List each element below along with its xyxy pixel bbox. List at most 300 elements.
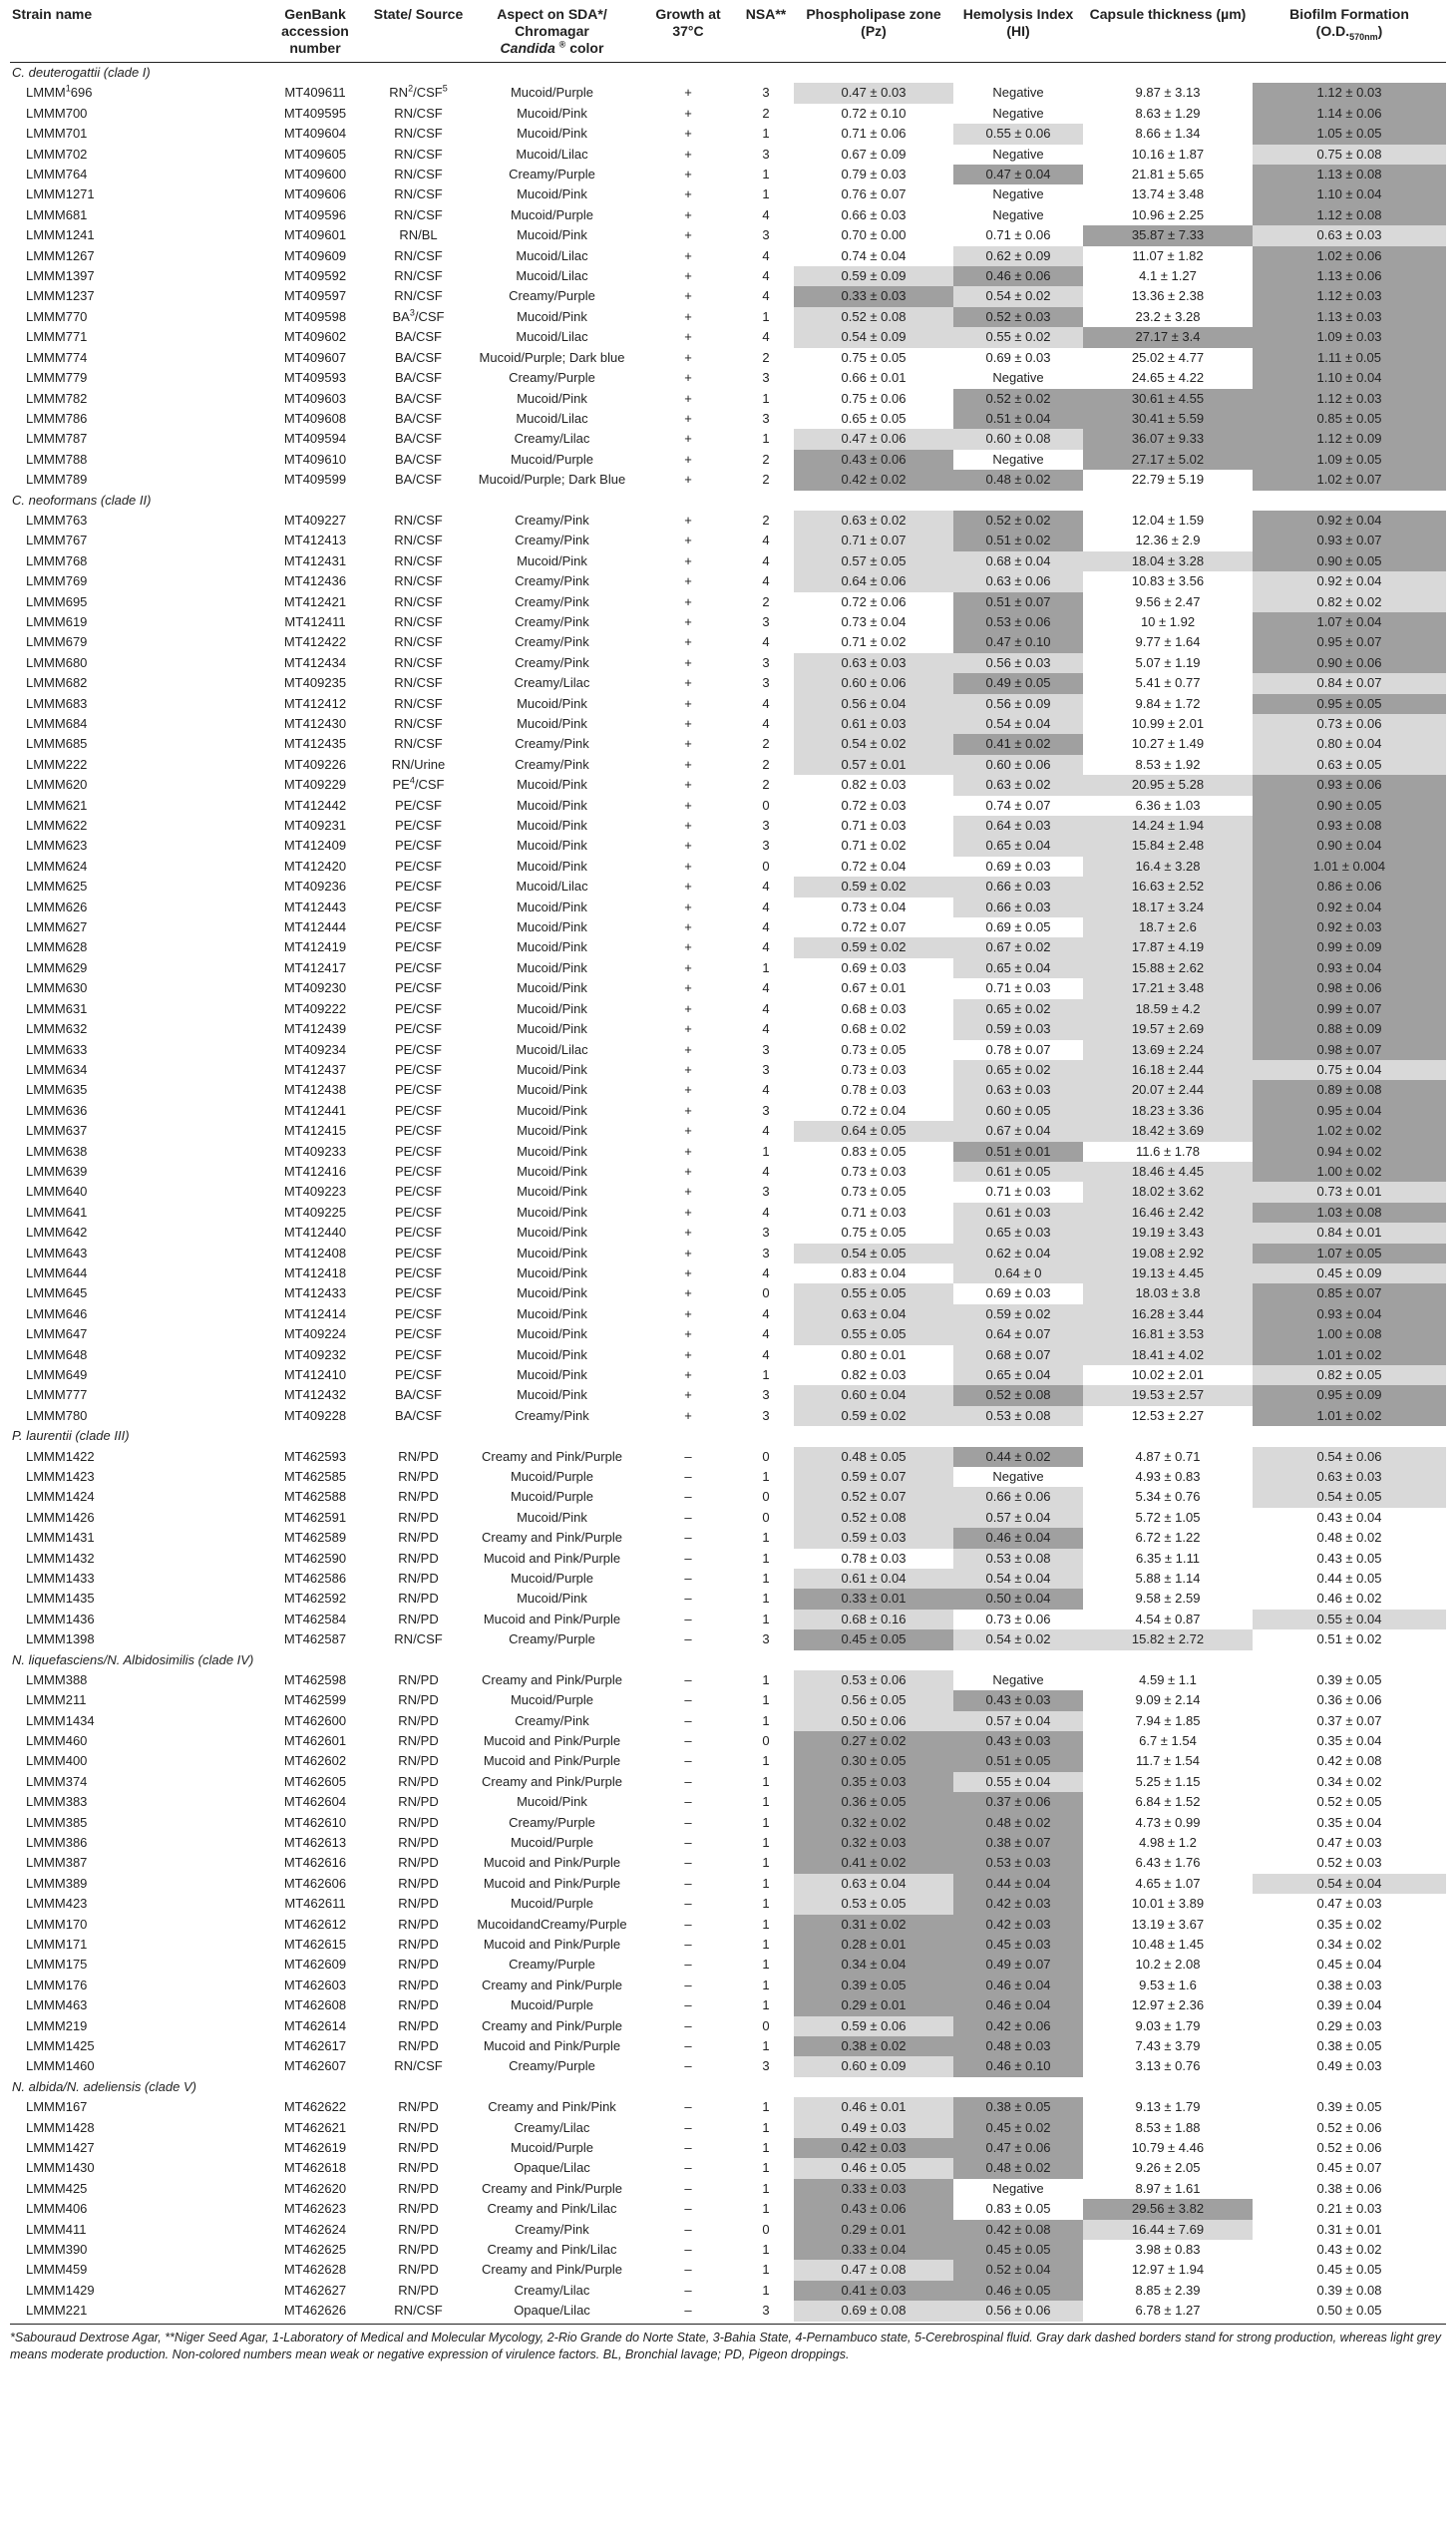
strain-name: LMMM221: [26, 2303, 88, 2319]
hemolysis-cell: [953, 2199, 1083, 2219]
genbank-cell: [259, 937, 371, 957]
hemolysis-cell: [953, 1792, 1083, 1812]
state-source: RN/CSF: [394, 167, 443, 182]
aspect-cell: [466, 389, 638, 409]
aspect-cell: [466, 816, 638, 836]
phospholipase-cell: [794, 2097, 953, 2117]
capsule-value: 10.16 ± 1.87: [1131, 146, 1205, 162]
nsa-value: 4: [762, 329, 770, 345]
state-source-cell: [371, 83, 466, 103]
genbank-accession: MT409593: [283, 370, 347, 386]
aspect-cell: [466, 1162, 638, 1182]
table-row: [10, 898, 1446, 917]
table-row: [10, 83, 1446, 103]
aspect-cell: [466, 1467, 638, 1487]
phospholipase-value: 0.33 ± 0.04: [841, 2242, 907, 2258]
strain-name-cell: [10, 1283, 259, 1303]
growth-cell: [638, 816, 738, 836]
strain-name: LMMM1460: [26, 2058, 95, 2074]
genbank-cell: [259, 857, 371, 877]
capsule-value: 17.21 ± 3.48: [1131, 980, 1205, 996]
growth-cell: [638, 1833, 738, 1853]
hemolysis-cell: [953, 694, 1083, 714]
table-body: [10, 63, 1446, 2322]
hemolysis-value: 0.68 ± 0.04: [985, 552, 1051, 568]
capsule-cell: [1083, 2199, 1253, 2219]
capsule-value: 18.04 ± 3.28: [1131, 552, 1205, 568]
genbank-accession: MT462619: [283, 2140, 347, 2156]
aspect-value: Mucoid/Pink: [517, 105, 587, 121]
genbank-accession: MT409228: [283, 1407, 347, 1423]
aspect-value: Creamy and Pink/Lilac: [487, 2201, 617, 2217]
genbank-cell: [259, 2240, 371, 2260]
strain-name-cell: [10, 673, 259, 693]
hemolysis-cell: [953, 1935, 1083, 1955]
genbank-accession: MT412415: [283, 1123, 347, 1139]
capsule-cell: [1083, 124, 1253, 144]
biofilm-value: 0.46 ± 0.02: [1316, 1591, 1382, 1607]
genbank-cell: [259, 1751, 371, 1771]
state-source: RN/PD: [398, 1591, 439, 1607]
aspect-value: Mucoid/Pink: [517, 858, 587, 874]
strain-name-cell: [10, 898, 259, 917]
strain-name-cell: [10, 225, 259, 245]
state-source: PE/CSF: [395, 1346, 442, 1362]
genbank-accession: MT412420: [283, 858, 347, 874]
capsule-value: 12.04 ± 1.59: [1131, 512, 1205, 528]
biofilm-cell: [1253, 1976, 1446, 1995]
state-source: RN/CSF: [394, 654, 443, 670]
aspect-cell: [466, 1080, 638, 1100]
group-label: N. albida/N. adeliensis (clade V): [12, 2078, 196, 2094]
growth-value: +: [684, 186, 692, 202]
capsule-value: 16.63 ± 2.52: [1131, 879, 1205, 895]
hemolysis-cell: [953, 1833, 1083, 1853]
phospholipase-value: 0.54 ± 0.09: [841, 329, 907, 345]
growth-cell: [638, 225, 738, 245]
phospholipase-value: 0.63 ± 0.03: [841, 654, 907, 670]
biofilm-value: 1.02 ± 0.06: [1316, 247, 1382, 263]
hemolysis-cell: [953, 1040, 1083, 1060]
table-row: [10, 551, 1446, 571]
state-source: PE/CSF: [395, 1082, 442, 1098]
state-source: RN/PD: [398, 1773, 439, 1789]
aspect-cell: [466, 1915, 638, 1935]
table-row: [10, 714, 1446, 734]
nsa-value: 3: [762, 1387, 770, 1403]
nsa-value: 1: [762, 1834, 770, 1850]
aspect-value: Mucoid/Pink: [517, 1264, 587, 1280]
table-row: [10, 1447, 1446, 1467]
biofilm-value: 0.39 ± 0.04: [1316, 1997, 1382, 2013]
growth-cell: [638, 1894, 738, 1914]
aspect-cell: [466, 104, 638, 124]
phospholipase-cell: [794, 775, 953, 795]
state-source: RN/PD: [398, 1448, 439, 1464]
capsule-value: 9.53 ± 1.6: [1139, 1977, 1197, 1992]
hemolysis-cell: [953, 2036, 1083, 2056]
phospholipase-value: 0.71 ± 0.02: [841, 838, 907, 854]
state-source: PE/CSF: [395, 1061, 442, 1077]
phospholipase-cell: [794, 1365, 953, 1385]
aspect-cell: [466, 1447, 638, 1467]
hemolysis-cell: [953, 836, 1083, 856]
genbank-cell: [259, 1447, 371, 1467]
growth-cell: [638, 450, 738, 470]
aspect-cell: [466, 632, 638, 652]
nsa-value: 4: [762, 695, 770, 711]
hemolysis-value: 0.83 ± 0.05: [985, 2201, 1051, 2217]
state-source-cell: [371, 775, 466, 795]
phospholipase-cell: [794, 2158, 953, 2178]
hemolysis-cell: [953, 1487, 1083, 1507]
aspect-cell: [466, 999, 638, 1019]
strain-name: LMMM768: [26, 552, 88, 568]
aspect-cell: [466, 898, 638, 917]
nsa-cell: [738, 1121, 794, 1141]
genbank-cell: [259, 2097, 371, 2117]
aspect-cell: [466, 1040, 638, 1060]
hemolysis-value: 0.42 ± 0.06: [985, 2017, 1051, 2033]
hemolysis-value: 0.51 ± 0.04: [985, 410, 1051, 426]
strain-name-cell: [10, 2179, 259, 2199]
nsa-value: 3: [762, 1041, 770, 1057]
genbank-cell: [259, 1487, 371, 1507]
capsule-cell: [1083, 1853, 1253, 1873]
state-source-cell: [371, 1080, 466, 1100]
genbank-accession: MT412441: [283, 1102, 347, 1118]
growth-cell: [638, 531, 738, 550]
genbank-accession: MT409226: [283, 756, 347, 772]
genbank-cell: [259, 1915, 371, 1935]
hemolysis-value: 0.69 ± 0.03: [985, 1285, 1051, 1301]
strain-name-cell: [10, 2301, 259, 2321]
capsule-cell: [1083, 1690, 1253, 1710]
phospholipase-cell: [794, 1772, 953, 1792]
biofilm-value: 1.01 ± 0.02: [1316, 1407, 1382, 1423]
capsule-value: 3.98 ± 0.83: [1135, 2242, 1201, 2258]
nsa-cell: [738, 734, 794, 754]
capsule-value: 6.35 ± 1.11: [1136, 1550, 1200, 1566]
growth-cell: [638, 694, 738, 714]
aspect-value: Creamy/Pink: [515, 533, 589, 548]
growth-cell: [638, 734, 738, 754]
capsule-value: 15.88 ± 2.62: [1131, 959, 1205, 975]
capsule-cell: [1083, 2138, 1253, 2158]
state-source: PE/CSF: [395, 1204, 442, 1220]
aspect-cell: [466, 2199, 638, 2219]
strain-name: LMMM627: [26, 919, 88, 935]
biofilm-cell: [1253, 2301, 1446, 2321]
growth-value: –: [684, 1936, 692, 1952]
capsule-value: 23.2 ± 3.28: [1135, 308, 1201, 324]
aspect-cell: [466, 2138, 638, 2158]
table-row: [10, 409, 1446, 429]
table-row: [10, 1772, 1446, 1792]
capsule-cell: [1083, 1162, 1253, 1182]
genbank-accession: MT409227: [283, 512, 347, 528]
table-row: [10, 1345, 1446, 1365]
growth-cell: [638, 551, 738, 571]
aspect-value: Mucoid/Pink: [517, 1184, 587, 1200]
genbank-cell: [259, 1385, 371, 1405]
growth-value: +: [684, 431, 692, 447]
biofilm-value: 0.45 ± 0.07: [1316, 2160, 1382, 2176]
strain-name-cell: [10, 2281, 259, 2301]
strain-name: LMMM374: [26, 1773, 88, 1789]
aspect-cell: [466, 409, 638, 429]
genbank-accession: MT409596: [283, 206, 347, 222]
capsule-value: 19.19 ± 3.43: [1131, 1225, 1205, 1241]
nsa-cell: [738, 286, 794, 306]
aspect-value: Mucoid/Pink: [517, 1509, 587, 1525]
growth-value: +: [684, 288, 692, 304]
aspect-value: Creamy/Pink: [515, 654, 589, 670]
strain-name-cell: [10, 1528, 259, 1548]
biofilm-value: 0.36 ± 0.06: [1316, 1692, 1382, 1708]
state-source-cell: [371, 2056, 466, 2076]
phospholipase-cell: [794, 1101, 953, 1121]
genbank-accession: MT462605: [283, 1773, 347, 1789]
aspect-cell: [466, 1589, 638, 1609]
aspect-value: Mucoid/Purple: [510, 85, 594, 101]
table-row: [10, 1976, 1446, 1995]
capsule-value: 8.53 ± 1.88: [1135, 2119, 1201, 2135]
genbank-accession: MT409594: [283, 431, 347, 447]
biofilm-cell: [1253, 775, 1446, 795]
hemolysis-cell: [953, 1528, 1083, 1548]
growth-value: –: [684, 1631, 692, 1647]
biofilm-value: 1.13 ± 0.06: [1316, 268, 1382, 284]
strain-name-cell: [10, 1874, 259, 1894]
biofilm-value: 1.10 ± 0.04: [1316, 370, 1382, 386]
growth-cell: [638, 2281, 738, 2301]
table-row: [10, 2138, 1446, 2158]
biofilm-cell: [1253, 205, 1446, 225]
state-source: PE/CSF: [395, 1123, 442, 1139]
strain-name-cell: [10, 1304, 259, 1324]
aspect-value: Creamy/Lilac: [514, 2282, 590, 2298]
capsule-cell: [1083, 1467, 1253, 1487]
phospholipase-cell: [794, 2301, 953, 2321]
table-row: [10, 1690, 1446, 1710]
state-source-cell: [371, 1223, 466, 1243]
nsa-cell: [738, 409, 794, 429]
biofilm-value: 0.90 ± 0.05: [1316, 797, 1382, 813]
aspect-cell: [466, 1629, 638, 1649]
strain-name: LMMM630: [26, 980, 88, 996]
aspect-value: Creamy/Pink: [515, 2221, 589, 2237]
phospholipase-cell: [794, 389, 953, 409]
growth-value: –: [684, 1753, 692, 1769]
genbank-cell: [259, 1690, 371, 1710]
capsule-value: 8.53 ± 1.92: [1135, 756, 1201, 772]
phospholipase-cell: [794, 1385, 953, 1405]
hemolysis-value: 0.54 ± 0.02: [985, 288, 1051, 304]
growth-value: +: [684, 1285, 692, 1301]
nsa-cell: [738, 714, 794, 734]
phospholipase-value: 0.66 ± 0.03: [841, 206, 907, 222]
biofilm-value: 0.52 ± 0.05: [1316, 1794, 1382, 1810]
strain-name-cell: [10, 694, 259, 714]
nsa-value: 3: [762, 654, 770, 670]
growth-cell: [638, 1203, 738, 1223]
table-row: [10, 673, 1446, 693]
biofilm-cell: [1253, 632, 1446, 652]
capsule-value: 6.43 ± 1.76: [1135, 1855, 1201, 1871]
aspect-value: Mucoid/Lilac: [516, 247, 588, 263]
state-source-suffix: /CSF: [413, 85, 443, 101]
state-source: RN/PD: [398, 2221, 439, 2237]
hemolysis-value: 0.61 ± 0.03: [985, 1204, 1051, 1220]
growth-value: +: [684, 533, 692, 548]
aspect-value: Mucoid/Purple: [510, 206, 594, 222]
aspect-cell: [466, 877, 638, 897]
capsule-cell: [1083, 409, 1253, 429]
growth-cell: [638, 632, 738, 652]
capsule-cell: [1083, 389, 1253, 409]
phospholipase-cell: [794, 1447, 953, 1467]
table-row: [10, 734, 1446, 754]
nsa-value: 1: [762, 1814, 770, 1830]
nsa-value: 4: [762, 1204, 770, 1220]
state-source-sup2: 5: [442, 84, 448, 95]
growth-cell: [638, 165, 738, 184]
hemolysis-value: 0.57 ± 0.04: [985, 1712, 1051, 1728]
genbank-accession: MT412437: [283, 1061, 347, 1077]
hemolysis-value: 0.46 ± 0.05: [985, 2282, 1051, 2298]
growth-value: –: [684, 1732, 692, 1748]
state-source: PE/CSF: [395, 899, 442, 914]
capsule-value: 27.17 ± 5.02: [1131, 451, 1205, 467]
phospholipase-cell: [794, 612, 953, 632]
hemolysis-cell: [953, 877, 1083, 897]
strain-name: LMMM701: [26, 126, 88, 142]
biofilm-value: 0.85 ± 0.05: [1316, 410, 1382, 426]
strain-name: LMMM684: [26, 716, 88, 731]
capsule-value: 19.53 ± 2.57: [1131, 1387, 1205, 1403]
capsule-cell: [1083, 2158, 1253, 2178]
strain-name-cell: [10, 145, 259, 165]
nsa-value: 1: [762, 1936, 770, 1952]
nsa-value: 4: [762, 939, 770, 955]
biofilm-value: 0.90 ± 0.05: [1316, 552, 1382, 568]
state-source: RN/Urine: [391, 756, 446, 772]
capsule-value: 18.41 ± 4.02: [1131, 1346, 1205, 1362]
capsule-value: 6.36 ± 1.03: [1135, 797, 1201, 813]
hemolysis-cell: [953, 2138, 1083, 2158]
hemolysis-cell: [953, 755, 1083, 775]
capsule-cell: [1083, 694, 1253, 714]
genbank-cell: [259, 2056, 371, 2076]
nsa-cell: [738, 937, 794, 957]
biofilm-value: 0.90 ± 0.06: [1316, 654, 1382, 670]
state-source: BA/CSF: [395, 1387, 442, 1403]
aspect-cell: [466, 551, 638, 571]
biofilm-cell: [1253, 592, 1446, 612]
table-row: [10, 511, 1446, 531]
hemolysis-cell: [953, 714, 1083, 734]
hemolysis-cell: [953, 1182, 1083, 1202]
state-source: BA/CSF: [395, 431, 442, 447]
biofilm-cell: [1253, 2118, 1446, 2138]
hemolysis-cell: [953, 1121, 1083, 1141]
aspect-value: Mucoid/Pink: [517, 1082, 587, 1098]
genbank-cell: [259, 409, 371, 429]
capsule-value: 13.19 ± 3.67: [1131, 1916, 1205, 1932]
strain-name: LMMM619: [26, 613, 88, 629]
capsule-cell: [1083, 1915, 1253, 1935]
strain-name-cell: [10, 2056, 259, 2076]
aspect-cell: [466, 2220, 638, 2240]
genbank-cell: [259, 714, 371, 734]
capsule-cell: [1083, 2118, 1253, 2138]
state-source-cell: [371, 307, 466, 327]
capsule-cell: [1083, 612, 1253, 632]
phospholipase-value: 0.72 ± 0.03: [841, 797, 907, 813]
strain-name-cell: [10, 1670, 259, 1690]
aspect-value: Mucoid/Lilac: [516, 1041, 588, 1057]
nsa-cell: [738, 1751, 794, 1771]
table-row: [10, 571, 1446, 591]
aspect-cell: [466, 673, 638, 693]
nsa-cell: [738, 307, 794, 327]
aspect-cell: [466, 1874, 638, 1894]
phospholipase-value: 0.71 ± 0.07: [841, 533, 907, 548]
capsule-value: 30.41 ± 5.59: [1131, 410, 1205, 426]
table-row: [10, 1203, 1446, 1223]
aspect-cell: [466, 1365, 638, 1385]
state-source-cell: [371, 1731, 466, 1751]
phospholipase-cell: [794, 2260, 953, 2280]
biofilm-value: 0.75 ± 0.08: [1316, 146, 1382, 162]
biofilm-cell: [1253, 612, 1446, 632]
aspect-value: Creamy/Pink: [515, 634, 589, 650]
state-source-cell: [371, 246, 466, 266]
capsule-value: 14.24 ± 1.94: [1131, 818, 1205, 834]
genbank-cell: [259, 165, 371, 184]
state-source-cell: [371, 632, 466, 652]
phospholipase-cell: [794, 1203, 953, 1223]
aspect-cell: [466, 1223, 638, 1243]
nsa-cell: [738, 531, 794, 550]
phospholipase-cell: [794, 673, 953, 693]
nsa-value: 1: [762, 2282, 770, 2298]
nsa-value: 1: [762, 1916, 770, 1932]
phospholipase-value: 0.47 ± 0.08: [841, 2262, 907, 2278]
strain-name: LMMM648: [26, 1346, 88, 1362]
aspect-value: Creamy/Lilac: [514, 675, 590, 691]
aspect-value: Creamy/Lilac: [514, 2119, 590, 2135]
hemolysis-value: 0.59 ± 0.02: [985, 1305, 1051, 1321]
capsule-cell: [1083, 2281, 1253, 2301]
genbank-cell: [259, 1019, 371, 1039]
aspect-cell: [466, 1935, 638, 1955]
strain-name: LMMM633: [26, 1041, 88, 1057]
state-source-cell: [371, 2179, 466, 2199]
growth-cell: [638, 1324, 738, 1344]
hemolysis-value: 0.61 ± 0.05: [985, 1163, 1051, 1179]
biofilm-value: 0.88 ± 0.09: [1316, 1021, 1382, 1037]
phospholipase-cell: [794, 2220, 953, 2240]
growth-value: –: [684, 1712, 692, 1728]
aspect-value: Creamy/Pink: [515, 1712, 589, 1728]
capsule-value: 11.07 ± 1.82: [1132, 247, 1204, 263]
strain-name: LMMM636: [26, 1102, 88, 1118]
capsule-cell: [1083, 1549, 1253, 1569]
phospholipase-cell: [794, 1751, 953, 1771]
growth-cell: [638, 205, 738, 225]
